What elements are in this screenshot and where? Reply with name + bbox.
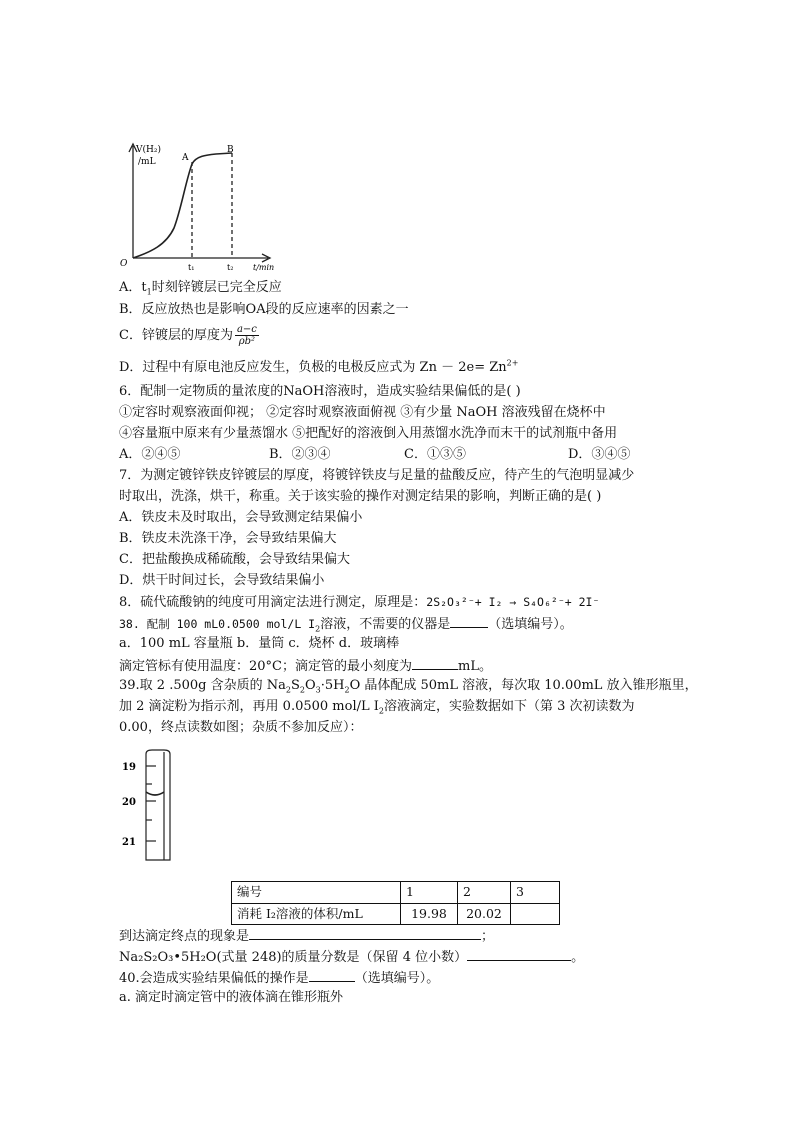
q8-stem: 8．硫代硫酸钠的纯度可用滴定法进行测定，原理是：2S₂O₃²⁻+ I₂ → S₄O₆²⁻+ 2I⁻ — [119, 595, 600, 610]
q7-option-c: C．把盐酸换成稀硫酸，会导致结果偏大 — [119, 552, 350, 567]
hydrogen-volume-graph — [116, 140, 286, 276]
q8-equation: 2S₂O₃²⁻+ I₂ → S₄O₆²⁻+ 2I⁻ — [426, 595, 600, 609]
tick-label-20: 20 — [122, 797, 136, 808]
titration-data-table — [231, 881, 560, 925]
origin-label: O — [120, 259, 128, 269]
q7-option-a: A．铁皮未及时取出，会导致测定结果偏小 — [119, 510, 363, 525]
burette-diagram — [118, 748, 188, 864]
q39-line-1: 39.取 2 .500g 含杂质的 $Na_2S_2O_3\cdot 5H_2O$ 晶体配成 50mL 溶液，每次取 10.00mL 放入锥形瓶里， — [119, 678, 698, 695]
q7-stem-2: 时取出，洗涤，烘干，称重。关于该实验的操作对测定结果的影响，判断正确的是( ) — [119, 489, 602, 504]
q39-line-3: 0.00，终点读数如图；杂质不参加反应）： — [119, 720, 363, 735]
t1-label: t₁ — [188, 263, 195, 272]
tick-label-21: 21 — [122, 837, 136, 848]
q6-option-d: D．③④⑤ — [568, 447, 631, 462]
q7-option-d: D．烘干时间过长，会导致结果偏小 — [119, 573, 325, 588]
q38-note: 滴定管标有使用温度：20°C；滴定管的最小刻度为 mL。 — [119, 655, 492, 678]
thickness-fraction: $\frac{a-c}{\text{ρb²}}$ — [236, 324, 257, 347]
q39-purity: Na₂S₂O₃•5H₂O(式量 248)的质量分数是（保留 4 位小数） 。 — [119, 946, 584, 969]
table-cell-1: 19.98 — [401, 903, 458, 925]
q38-scale-blank[interactable] — [412, 655, 458, 670]
point-b-label: B — [227, 145, 234, 155]
table-row — [232, 903, 560, 925]
q5-option-b: B．反应放热也是影响OA段的反应速率的因素之一 — [119, 302, 409, 317]
q7-stem-1: 7．为测定镀锌铁皮锌镀层的厚度，将镀锌铁皮与足量的盐酸反应，待产生的气泡明显减少 — [119, 468, 635, 483]
q40-answer-blank[interactable] — [309, 967, 355, 982]
q6-items-2: ④容量瓶中原来有少量蒸馏水 ⑤把配好的溶液倒入用蒸馏水洗净而末干的试剂瓶中备用 — [119, 426, 618, 441]
q38-stem: 38. 配制 100 mL0.0500 mol/L $I_2$溶液，不需要的仪器是 （选填编号）。 — [119, 613, 573, 636]
point-a-label: A — [182, 153, 189, 163]
table-cell-2: 20.02 — [458, 903, 511, 925]
t2-label: t₂ — [227, 263, 234, 272]
y-axis-unit: /mL — [138, 157, 156, 167]
y-axis-label: V(H₂) — [136, 145, 161, 155]
table-header-1: 1 — [401, 882, 458, 904]
table-cell-3 — [511, 903, 560, 925]
q39-endpoint: 到达滴定终点的现象是 ； — [119, 925, 494, 948]
q39-line-2: 加 2 滴淀粉为指示剂，再用 0.0500 mol/L $I_2$溶液滴定，实验数据如下（第 3 次初读数为 — [119, 699, 635, 716]
q6-option-a: A．②④⑤ — [119, 447, 181, 462]
q6-option-c: C．①③⑤ — [404, 447, 466, 462]
q5-option-c: C．锌镀层的厚度为 $\frac{a-c}{\text{ρb²}}$ — [119, 324, 257, 347]
table-header-2: 2 — [458, 882, 511, 904]
q40-stem: 40.会造成实验结果偏低的操作是 （选填编号）。 — [119, 967, 439, 990]
table-header-row — [232, 882, 560, 904]
q38-answer-blank[interactable] — [450, 613, 488, 628]
q5-option-a: A．$t_1$时刻锌镀层已完全反应 — [119, 280, 282, 297]
endpoint-answer-blank[interactable] — [249, 925, 481, 940]
purity-answer-blank[interactable] — [467, 946, 571, 961]
q38-options: a．100 mL 容量瓶 b．量筒 c．烧杯 d．玻璃棒 — [119, 636, 400, 651]
q5-option-d: D．过程中有原电池反应发生，负极的电极反应式为 $Zn - 2e= Zn^{2+}$ — [119, 358, 519, 375]
table-header-label: 编号 — [232, 882, 401, 904]
table-row-label: 消耗 I₂溶液的体积/mL — [232, 903, 401, 925]
liquid-meniscus — [146, 792, 164, 795]
volume-curve — [133, 153, 232, 258]
x-axis-label: t/min — [253, 263, 275, 272]
q6-items-1: ①定容时观察液面仰视； ②定容时观察液面俯视 ③有少量 NaOH 溶液残留在烧杯中 — [119, 405, 606, 420]
table-header-3: 3 — [511, 882, 560, 904]
q6-option-b: B．②③④ — [269, 447, 331, 462]
q6-stem: 6．配制一定物质的量浓度的NaOH溶液时，造成实验结果偏低的是( ) — [119, 384, 521, 399]
q7-option-b: B．铁皮未洗涤干净，会导致结果偏大 — [119, 531, 337, 546]
tick-label-19: 19 — [122, 762, 136, 773]
q40-option-a: a. 滴定时滴定管中的液体滴在锥形瓶外 — [119, 990, 344, 1005]
